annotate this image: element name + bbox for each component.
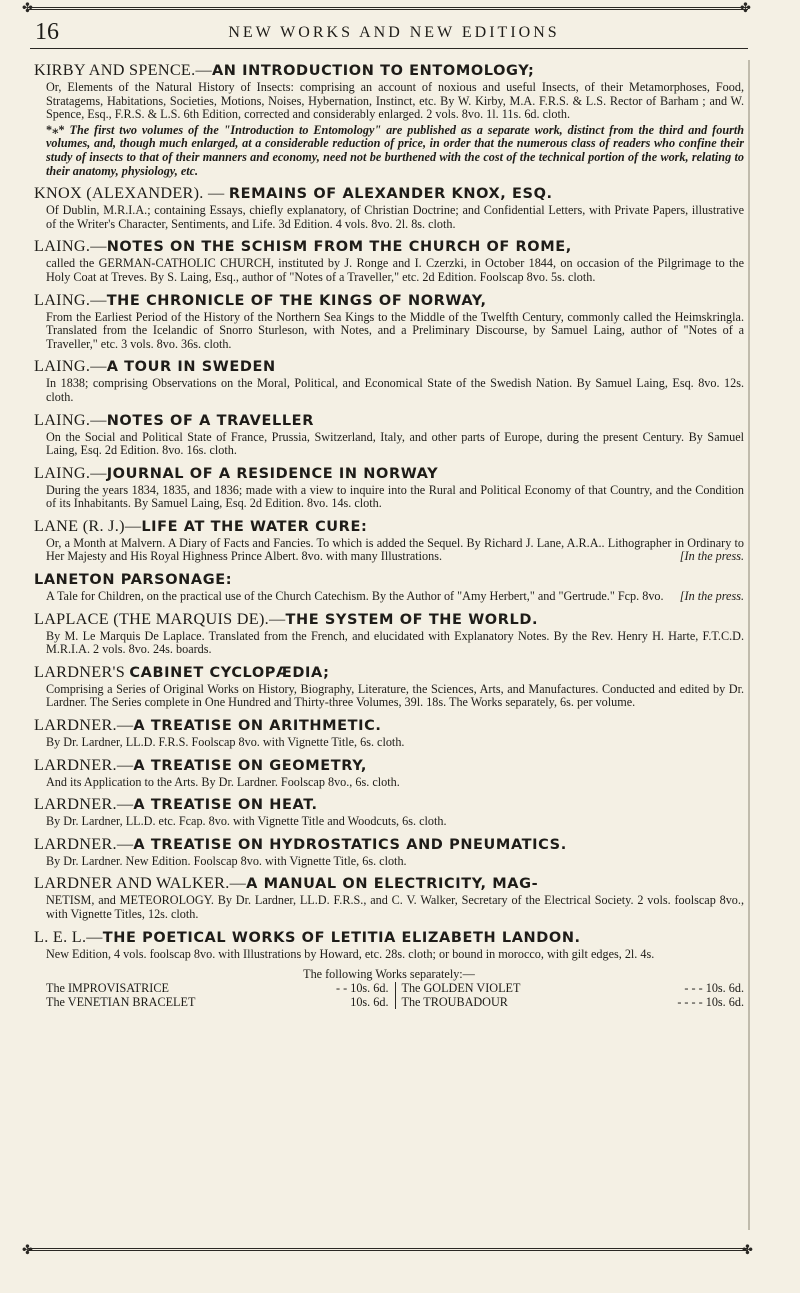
entry-title [34,756,744,776]
catalogue-entry [34,610,744,657]
entry-title [34,610,744,630]
entry-title [34,237,744,257]
entry-work-title: THE SYSTEM OF THE WORLD. [285,611,539,628]
entry-work-title: A TOUR IN SWEDEN [106,359,276,376]
catalogue-entry [34,756,744,790]
entry-work-title: A TREATISE ON HEAT. [133,797,318,814]
catalogue-entry [34,716,744,750]
entry-work-title: A MANUAL ON ELECTRICITY, MAG- [246,876,539,893]
entry-description: NETISM, and METEOROLOGY. By Dr. Lardner, LL.D. F.R.S., and C. V. Walker, Secretary of the Electrical Society. 2 vols. foolscap 8vo., with Vignette Titles, 12s. cloth. [46,893,744,921]
entry-description: Or, Elements of the Natural History of Insects: comprising an account of noxious and useful Insects, of their Metamorphoses, Food, Stratagems, Habitations, Societies, Motions, Noises, Hybernation, Instinct, etc. By W. Kirby, M.A. F.R.S. & L.S. Rector of Barham ; and W. Spence, Esq., F.R.S. & L.S. 6th Edition, corrected and considerably enlarged. 2 vols. 8vo. 1l. 11s. 6d. cloth. [46,80,744,122]
entry-work-title: A TREATISE ON GEOMETRY, [133,757,368,774]
separate-work-title: The VENETIAN BRACELET [46,994,196,1009]
corner-ornament-icon: ✤ [740,0,751,15]
entry-description-text: Or, a Month at Malvern. A Diary of Facts and Fancies. To which is added the Sequel. By Richard J. Lane, A.R.A.. Lithographer in Ordinary to Her Majesty and His Royal Highness Prince Albert. 8vo. with many Illustrations. [46,535,744,564]
corner-ornament-icon: ✤ [742,1242,753,1257]
entry-author: KIRBY AND SPENCE.— [34,61,212,79]
catalogue-entry [34,184,744,231]
entry-work-title: LIFE AT THE WATER CURE: [141,518,368,535]
entry-description: And its Application to the Arts. By Dr. Lardner. Foolscap 8vo., 6s. cloth. [46,774,400,789]
entry-work-title: A TREATISE ON ARITHMETIC. [133,718,382,735]
separate-works-column [396,982,745,1009]
entry-title [34,517,744,537]
entry-description: Comprising a Series of Original Works on History, Biography, Literature, the Sciences, Arts, and Manufactures. Conducted and edited by Dr. Lardner. The Series complete in One Hundred and Thirty-three Volumes, 39l. 18s. The Works separately, 6s. per volume. [46,681,744,710]
separate-work-item [402,996,745,1010]
entry-author: LAPLACE (THE MARQUIS DE).— [34,609,286,628]
entry-author: LAING.— [34,357,107,376]
separate-work-price: 10s. 6d. [350,994,389,1009]
entry-description: During the years 1834, 1835, and 1836; made with a view to inquire into the Rural and Political Economy of that Country, and the Condition of its Inhabitants. By Samuel Laing, Esq. 2d Edition. 8vo. 14s. cloth. [46,482,744,511]
corner-ornament-icon: ✤ [22,1242,33,1257]
entry-work-title: NOTES ON THE SCHISM FROM THE CHURCH OF ROME, [106,239,572,256]
right-margin-rule [748,60,750,1230]
separate-work-item [46,996,389,1010]
entry-author: LAING.— [34,410,107,429]
catalogue-entry [34,357,744,404]
entry-title [34,795,744,815]
separate-work-item [402,982,745,996]
catalogue-entry [34,795,744,829]
entry-footnote [34,124,744,178]
page-number: 16 [35,19,59,45]
entry-author: L. E. L.— [34,927,103,946]
entry-description: By M. Le Marquis De Laplace. Translated from the French, and elucidated with Explanatory Notes. By the Rev. Henry H. Harte, F.T.C.D. M.R.I.A. 2 vols. 8vo. 24s. boards. [46,628,744,657]
entry-author: LARDNER.— [34,795,134,814]
entry-work-title: REMAINS OF ALEXANDER KNOX, ESQ. [228,186,553,203]
entry-author: KNOX (ALEXANDER). — [34,184,229,203]
entry-description [34,537,744,564]
catalogue-entry [34,464,744,511]
catalogue-entry [34,291,744,352]
entry-title [34,184,744,204]
catalogue-entry [34,237,744,284]
catalogue-entry [34,570,744,604]
bottom-border-rule [28,1248,748,1251]
entry-author: LANE (R. J.)— [34,516,142,535]
footnote-text: The first two volumes of the "Introduction to Entomology" are published as a separate work, distinct from the third and fourth volumes, and, though much enlarged, at a considerable reduction of price, in order that the numerous class of readers who confine their study of insects to that of their manners and economy, need not be burthened with the cost of the technical portion of the work, relating to their anatomy, physiology, etc. [46,122,745,178]
entry-work-title: THE POETICAL WORKS OF LETITIA ELIZABETH LANDON. [102,929,581,946]
separate-work-title: The IMPROVISATRICE [46,981,169,996]
entry-title [34,464,744,484]
entry-title [34,357,744,377]
separate-work-price: - - - - 10s. 6d. [677,994,744,1009]
entry-author: LARDNER.— [34,716,134,735]
header-rule [30,48,748,49]
entry-description [34,590,744,604]
entry-title [34,291,744,311]
in-press-note: [In the press. [679,589,744,604]
separate-works-intro: The following Works separately:— [303,967,475,982]
entry-work-title: THE CHRONICLE OF THE KINGS OF NORWAY, [106,292,487,309]
catalogue-entry [34,835,744,869]
entry-description: From the Earliest Period of the History of the Northern Sea Kings to the Middle of the Twelfth Century, commonly called the Heimskringla. Translated from the Icelandic of Snorro Sturleson, with Notes, and a Preliminary Discourse, by Samuel Laing, author of "Notes of a Traveller," etc. 3 vols. 8vo. 36s. cloth. [46,309,744,351]
catalogue-entry [34,61,744,178]
catalogue-entry [34,517,744,564]
entry-description: By Dr. Lardner, LL.D. F.R.S. Foolscap 8vo. with Vignette Title, 6s. cloth. [46,735,405,750]
entry-description: called the GERMAN-CATHOLIC CHURCH, instituted by J. Ronge and I. Czerzki, in October 1844, on occasion of the Pilgrimage to the Holy Coat at Treves. By S. Laing, Esq., author of "Notes of a Traveller," etc. 2d Edition. Foolscap 8vo. 5s. cloth. [46,256,744,284]
catalogue-entry [34,663,744,710]
top-border-rule [28,7,748,10]
entry-author: LAING.— [34,290,107,309]
catalogue-entry [34,874,744,921]
corner-ornament-icon: ✤ [22,0,33,15]
entry-description: In 1838; comprising Observations on the Moral, Political, and Economical State of the Swedish Nation. By Samuel Laing, Esq. 8vo. 12s. cloth. [46,376,744,404]
entry-title [34,835,744,855]
entry-work-title: A TREATISE ON HYDROSTATICS AND PNEUMATICS. [133,836,567,853]
entry-work-title: CABINET CYCLOPÆDIA; [129,664,330,681]
entry-title [34,411,744,431]
entry-author: LARDNER'S [34,662,130,681]
separate-work-price: - - 10s. 6d. [336,981,389,996]
entry-author: LARDNER.— [34,755,134,774]
separate-works-column [46,982,396,1009]
entry-work-title: NOTES OF A TRAVELLER [106,412,314,429]
separate-works-list [34,982,744,1009]
in-press-note: [In the press. [679,549,744,564]
catalogue-entry [34,411,744,458]
separate-work-title: The GOLDEN VIOLET [401,981,521,996]
entry-description: By Dr. Lardner. New Edition. Foolscap 8vo. with Vignette Title, 6s. cloth. [46,853,407,868]
running-header [0,24,800,42]
entry-title [34,928,744,948]
entry-author: LARDNER AND WALKER.— [34,874,247,893]
entry-description: By Dr. Lardner, LL.D. etc. Fcap. 8vo. with Vignette Title and Woodcuts, 6s. cloth. [46,814,447,829]
entry-work-title: LANETON PARSONAGE: [34,572,233,589]
entry-author: LAING.— [34,237,107,256]
entry-title [34,570,744,590]
entry-title [34,663,744,683]
entry-description: New Edition, 4 vols. foolscap 8vo. with Illustrations by Howard, etc. 28s. cloth; or bound in morocco, with gilt edges, 2l. 4s. [46,946,655,961]
entry-author: LAING.— [34,463,107,482]
entry-work-title: JOURNAL OF A RESIDENCE IN NORWAY [106,465,439,482]
catalogue-entry [34,928,744,962]
entry-author: LARDNER.— [34,834,134,853]
footnote-mark: *⁎* [46,122,65,137]
separate-work-price: - - - 10s. 6d. [684,981,744,996]
catalogue-entries [34,61,744,1009]
separate-work-title: The TROUBADOUR [401,994,508,1009]
entry-description: Of Dublin, M.R.I.A.; containing Essays, chiefly explanatory, of Christian Doctrine; and Confidential Letters, with Private Papers, illustrative of the Writer's Character, Sentiments, and Life. 3d Edition. 4 vols. 8vo. 2l. 8s. cloth. [46,203,744,231]
entry-description: On the Social and Political State of France, Prussia, Switzerland, Italy, and other parts of Europe, during the present Century. By Samuel Laing, Esq. 2d Edition. 8vo. 16s. cloth. [46,429,744,458]
running-header-text: NEW WORKS AND NEW EDITIONS [228,24,560,41]
entry-title [34,61,744,81]
entry-description-text: A Tale for Children, on the practical use of the Church Catechism. By the Author of "Amy Herbert," and "Gertrude." Fcp. 8vo. [46,589,664,604]
entry-title [34,716,744,736]
separate-work-item [46,982,389,996]
entry-title [34,874,744,894]
entry-work-title: AN INTRODUCTION TO ENTOMOLOGY; [211,63,535,79]
